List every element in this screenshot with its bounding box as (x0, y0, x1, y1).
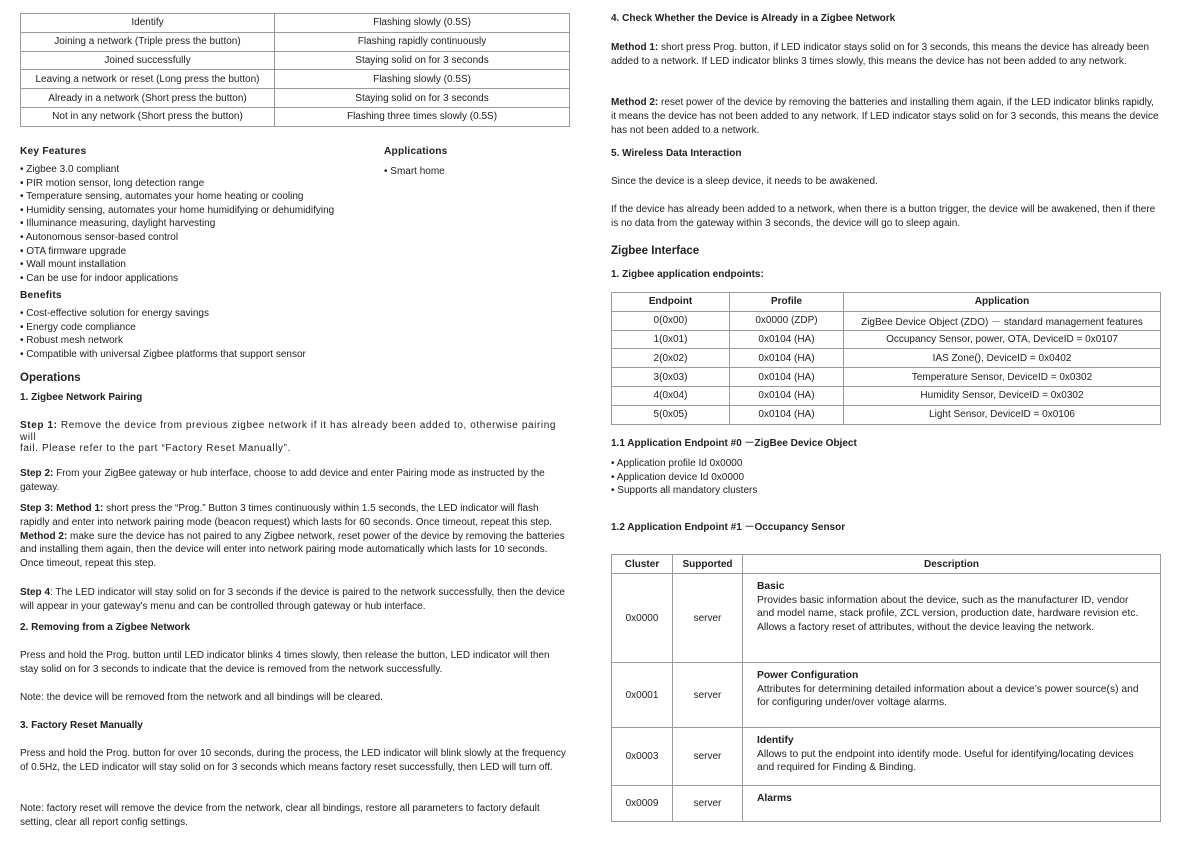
table-cell: 2(0x02) (612, 349, 730, 368)
zigbee-interface-heading: Zigbee Interface (611, 245, 700, 257)
table-cell: ZigBee Device Object (ZDO) － standard management features (844, 311, 1161, 330)
list-item: • Temperature sensing, automates your home heating or cooling (20, 190, 380, 204)
led-indicator-table (20, 13, 570, 127)
factory-reset-note: Note: factory reset will remove the device from the network, clear all bindings, restore all parameters to factory default setting, clear all report config settings. (20, 803, 540, 828)
step-text: short press the “Prog.” Button 3 times continuously within 1.5 seconds, the LED indicator will flash rapidly and enter into network pairing mode (beacon request) which lasts for 60 seconds. Once timeout, repeat this step. (20, 503, 552, 528)
cluster-description: Attributes for determining detailed information about a device’s power source(s) and for configuring under/over voltage alarms. (757, 683, 1139, 709)
table-cell: 0x0104 (HA) (730, 349, 844, 368)
table-row (612, 368, 1161, 387)
removing-heading: 2. Removing from a Zigbee Network (20, 622, 191, 633)
step-label: Step 3: Method 1: (20, 503, 104, 514)
list-item: • Wall mount installation (20, 258, 380, 272)
table-cell: 4(0x04) (612, 386, 730, 405)
table-cell: Flashing three times slowly (0.5S) (275, 107, 570, 126)
step3-paragraph (20, 502, 570, 571)
table-cell: Flashing rapidly continuously (275, 32, 570, 51)
table-cell: Occupancy Sensor, power, OTA, DeviceID = 0x0107 (844, 330, 1161, 349)
key-features-list (20, 163, 380, 285)
cluster-description: Allows to put the endpoint into identify mode. Useful for identifying/locating devices and required for Finding & Binding. (757, 748, 1134, 774)
table-cell: Humidity Sensor, DeviceID = 0x0302 (844, 386, 1161, 405)
table-cell: 0x0000 (612, 574, 673, 663)
table-cell: 0x0009 (612, 786, 673, 822)
endpoint0-heading: 1.1 Application Endpoint #0 －ZigBee Device Object (611, 438, 857, 449)
table-cell: 0x0003 (612, 728, 673, 786)
table-row (612, 330, 1161, 349)
list-item: • Robust mesh network (20, 334, 380, 348)
column-header: Description (743, 555, 1161, 574)
table-cell: 1(0x01) (612, 330, 730, 349)
step-label: Step 2: (20, 468, 54, 479)
table-cell: 0x0104 (HA) (730, 405, 844, 424)
column-header: Supported (673, 555, 743, 574)
table-cell: 0x0104 (HA) (730, 386, 844, 405)
table-cell: Joining a network (Triple press the button) (21, 32, 275, 51)
table-cell: 0x0104 (HA) (730, 330, 844, 349)
table-row (612, 728, 1161, 786)
description-cell (743, 786, 1161, 822)
table-cell: Flashing slowly (0.5S) (275, 70, 570, 89)
removing-paragraph: Press and hold the Prog. button until LED indicator blinks 4 times slowly, then release the button, LED indicator will then stay solid on for 3 seconds to indicate that the device is removed from the network successfully. (20, 650, 550, 675)
description-cell (743, 728, 1161, 786)
table-row (612, 574, 1161, 663)
description-cell (743, 663, 1161, 728)
step1-paragraph (20, 420, 570, 455)
table-header-row (612, 555, 1161, 574)
column-header: Endpoint (612, 293, 730, 312)
applications-list (384, 165, 445, 179)
table-row (612, 311, 1161, 330)
applications-heading: Applications (384, 146, 448, 157)
check-method1-paragraph (611, 41, 1161, 69)
method-text: reset power of the device by removing the batteries and installing them again, if the LED indicator blinks rapidly, it means the device has not been added to any network. If LED indicator stays solid on for 3 seconds, this means the device has not been added to a network. (611, 97, 1159, 136)
table-cell: Joined successfully (21, 51, 275, 70)
table-cell: Staying solid on for 3 seconds (275, 89, 570, 108)
list-item: • Application profile Id 0x0000 (611, 457, 757, 471)
table-cell: 0(0x00) (612, 311, 730, 330)
step-label: Method 2: (20, 530, 68, 542)
benefits-list (20, 307, 380, 361)
step-text: make sure the device has not paired to any Zigbee network, reset power of the device by removing the batteries and installing them again, then the device will enter into network pairing mode automatically which lasts for 10 seconds. Once timeout, repeat this step. (20, 530, 565, 570)
table-cell: Already in a network (Short press the button) (21, 89, 275, 108)
cluster-title: Identify (757, 735, 794, 746)
table-cell: server (673, 663, 743, 728)
table-cell: Staying solid on for 3 seconds (275, 51, 570, 70)
wireless-heading: 5. Wireless Data Interaction (611, 148, 742, 159)
check-method2-paragraph (611, 96, 1161, 137)
table-cell: server (673, 728, 743, 786)
table-cell: 0x0000 (ZDP) (730, 311, 844, 330)
description-cell (743, 574, 1161, 663)
method-label: Method 1: (611, 42, 659, 53)
pairing-heading: 1. Zigbee Network Pairing (20, 392, 143, 403)
step-label: Step 4 (20, 587, 51, 598)
table-header-row (612, 293, 1161, 312)
list-item: • Zigbee 3.0 compliant (20, 163, 380, 177)
table-cell: 0x0001 (612, 663, 673, 728)
table-row (21, 107, 570, 126)
column-header: Profile (730, 293, 844, 312)
table-row (21, 14, 570, 33)
list-item: • PIR motion sensor, long detection range (20, 177, 380, 191)
wireless-paragraph-2: If the device has already been added to a network, when there is a button trigger, the device will be awakened, then if there is no data from the gateway within 3 seconds, the device will go to sleep again. (611, 204, 1156, 229)
list-item: • Compatible with universal Zigbee platforms that support sensor (20, 348, 380, 362)
column-header: Application (844, 293, 1161, 312)
table-row (21, 70, 570, 89)
factory-reset-heading: 3. Factory Reset Manually (20, 720, 143, 731)
column-header: Cluster (612, 555, 673, 574)
list-item: • Energy code compliance (20, 321, 380, 335)
table-row (612, 386, 1161, 405)
clusters-table (611, 554, 1161, 822)
endpoints-heading: 1. Zigbee application endpoints: (611, 269, 764, 280)
method-text: short press Prog. button, if LED indicator stays solid on for 3 seconds, this means the device has already been added to a network. If LED indicator blinks 3 times slowly, this means the device has not been added to any network. (611, 42, 1150, 67)
table-cell: 0x0104 (HA) (730, 368, 844, 387)
key-features-heading: Key Features (20, 146, 87, 157)
wireless-paragraph-1: Since the device is a sleep device, it needs to be awakened. (611, 176, 878, 187)
table-cell: Light Sensor, DeviceID = 0x0106 (844, 405, 1161, 424)
list-item: • Illuminance measuring, daylight harvesting (20, 217, 380, 231)
cluster-title: Basic (757, 581, 785, 592)
list-item: • Application device Id 0x0000 (611, 471, 757, 485)
check-network-heading: 4. Check Whether the Device is Already in a Zigbee Network (611, 13, 896, 24)
table-cell: server (673, 786, 743, 822)
table-cell: 3(0x03) (612, 368, 730, 387)
table-row (21, 89, 570, 108)
list-item: • Autonomous sensor-based control (20, 231, 380, 245)
step-text: : The LED indicator will stay solid on for 3 seconds if the device is paired to the network successfully, then the device will appear in your gateway's menu and can be controlled through gateway or hub interface. (20, 587, 565, 612)
operations-heading: Operations (20, 372, 81, 384)
removing-note: Note: the device will be removed from the network and all bindings will be cleared. (20, 692, 383, 703)
method-label: Method 2: (611, 97, 659, 108)
table-cell: IAS Zone(), DeviceID = 0x0402 (844, 349, 1161, 368)
list-item: • Smart home (384, 165, 445, 179)
table-cell: 5(0x05) (612, 405, 730, 424)
benefits-heading: Benefits (20, 290, 62, 301)
table-row (612, 349, 1161, 368)
cluster-title: Alarms (757, 793, 792, 804)
step4-paragraph (20, 586, 570, 614)
endpoint0-list (611, 457, 757, 498)
table-cell: Leaving a network or reset (Long press the button) (21, 70, 275, 89)
table-cell: Temperature Sensor, DeviceID = 0x0302 (844, 368, 1161, 387)
table-row (612, 786, 1161, 822)
table-cell: Flashing slowly (0.5S) (275, 14, 570, 33)
endpoints-table (611, 292, 1161, 425)
table-cell: Identify (21, 14, 275, 33)
cluster-title: Power Configuration (757, 670, 859, 681)
list-item: • OTA firmware upgrade (20, 245, 380, 259)
step2-paragraph (20, 467, 570, 495)
table-row (612, 405, 1161, 424)
list-item: • Supports all mandatory clusters (611, 484, 757, 498)
list-item: • Humidity sensing, automates your home humidifying or dehumidifying (20, 204, 380, 218)
step-text: Remove the device from previous zigbee network if it has already been added to, otherwise pairing will (20, 420, 557, 443)
step-text: From your ZigBee gateway or hub interface, choose to add device and enter Pairing mode as instructed by the gateway. (20, 468, 545, 493)
endpoint1-heading: 1.2 Application Endpoint #1 －Occupancy Sensor (611, 522, 846, 533)
list-item: • Can be use for indoor applications (20, 272, 380, 286)
table-row (21, 32, 570, 51)
cluster-description: Provides basic information about the device, such as the manufacturer ID, vendor and model name, stack profile, ZCL version, production date, hardware revision etc. Allows a factory reset of attributes, without the device leaving the network. (757, 594, 1139, 633)
table-cell: server (673, 574, 743, 663)
table-row (612, 663, 1161, 728)
step-label: Step 1: (20, 420, 58, 431)
step-text: fail. Please refer to the part “Factory Reset Manually”. (20, 443, 291, 454)
table-row (21, 51, 570, 70)
factory-reset-paragraph: Press and hold the Prog. button for over 10 seconds, during the process, the LED indicator will blink slowly at the frequency of 0.5Hz, the LED indicator will stay solid on for 3 seconds which means factory reset successfully, then LED will turn off. (20, 748, 566, 773)
list-item: • Cost-effective solution for energy savings (20, 307, 380, 321)
table-cell: Not in any network (Short press the button) (21, 107, 275, 126)
